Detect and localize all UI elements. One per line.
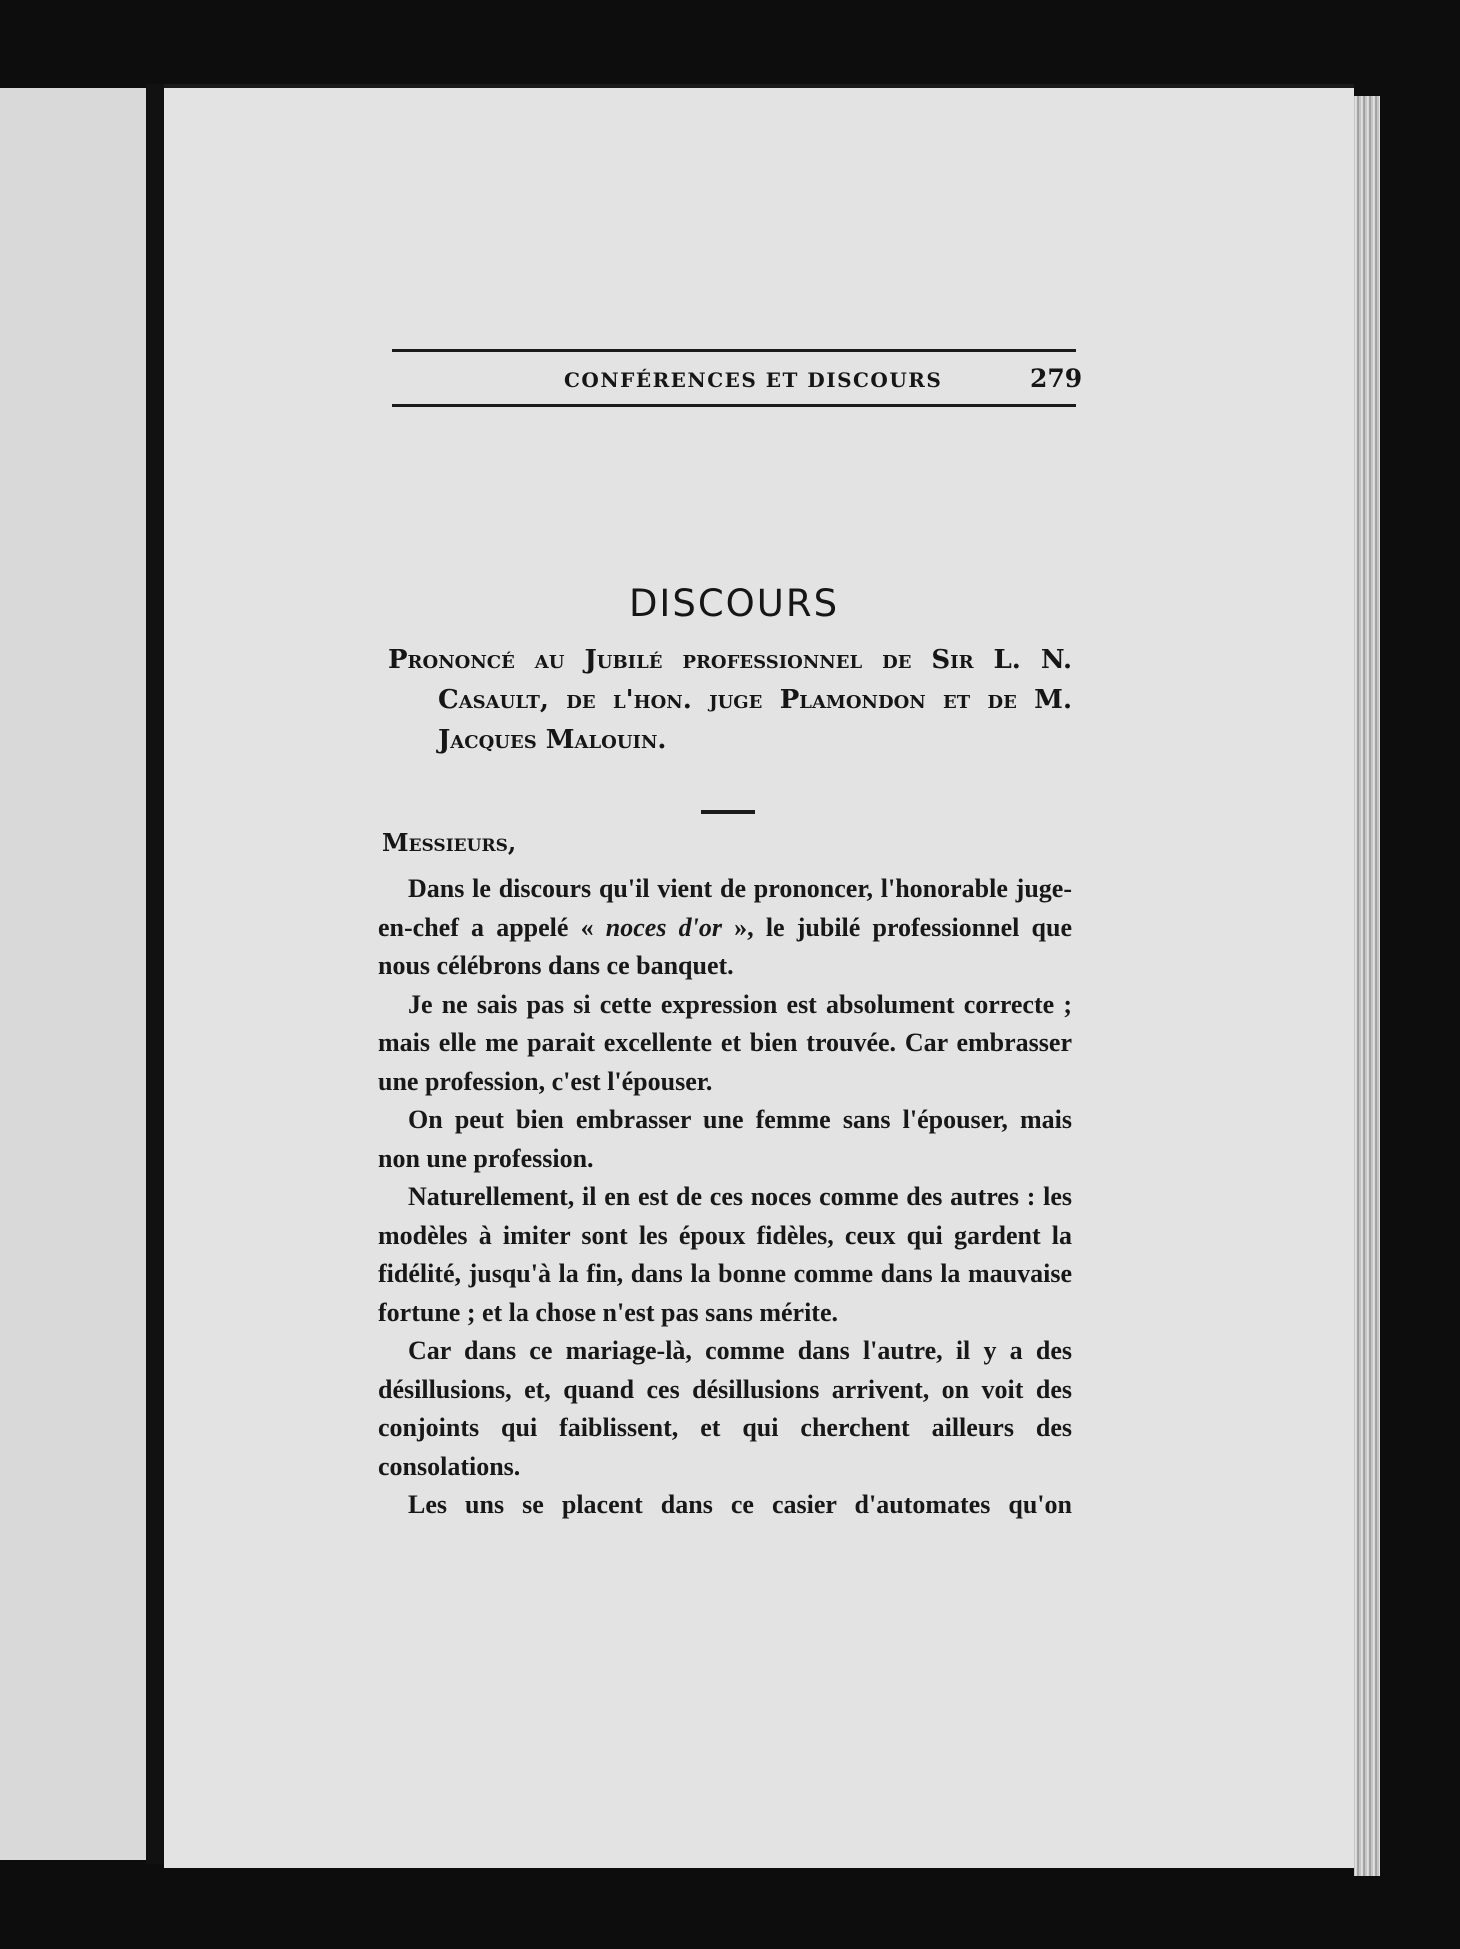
- paragraph: [378, 870, 1072, 986]
- section-divider: [701, 810, 755, 814]
- section-title: DISCOURS: [628, 582, 840, 625]
- paragraph: Je ne sais pas si cette expression est absolument correcte ; mais elle me parait excellente et bien trouvée. Car embrasser une profession, c'est l'épouser.: [378, 989, 1072, 1096]
- salutation: Messieurs,: [382, 828, 517, 857]
- header-bottom-rule: [392, 404, 1076, 407]
- page-number: 279: [1030, 364, 1083, 393]
- running-head: CONFÉRENCES ET DISCOURS: [564, 368, 943, 392]
- paragraph: On peut bien embrasser une femme sans l'épouser, mais non une profession.: [378, 1105, 1072, 1173]
- subtitle-line-2: Casault, de l'hon. juge Plamondon et de M.: [438, 685, 1072, 715]
- subtitle-line-1: Prononcé au Jubilé professionnel de Sir L. N.: [388, 645, 1072, 675]
- body-text: [378, 870, 1072, 1525]
- page-block-edges: [1354, 96, 1380, 1876]
- binding-gutter: [146, 84, 164, 1864]
- paragraph: Naturellement, il en est de ces noces comme des autres : les modèles à imiter sont les époux fidèles, ceux qui gardent la fidélité, jusqu'à la fin, dans la bonne comme dans la mauvaise fortune ; et la chose n'est pas sans mérite.: [378, 1182, 1072, 1327]
- emphasis-text: noces d'or: [605, 912, 722, 942]
- header-top-rule: [392, 349, 1076, 352]
- section-subtitle: [388, 640, 1072, 760]
- paragraph: Les uns se placent dans ce casier d'automates qu'on: [408, 1490, 1072, 1519]
- facing-page-edge: [0, 88, 146, 1860]
- paragraph: Car dans ce mariage-là, comme dans l'autre, il y a des désillusions, et, quand ces désillusions arrivent, on voit des conjoints qui faiblissent, et qui cherchent ailleurs des consolations.: [378, 1336, 1072, 1481]
- paragraph-text: Dans le discours qu'il vient de prononcer, l'honorable juge-en-chef a appelé «: [378, 874, 1072, 942]
- subtitle-line-3: Jacques Malouin.: [438, 725, 667, 755]
- paragraph-text: », le jubilé professionnel que nous célébrons dans ce banquet.: [378, 912, 1072, 980]
